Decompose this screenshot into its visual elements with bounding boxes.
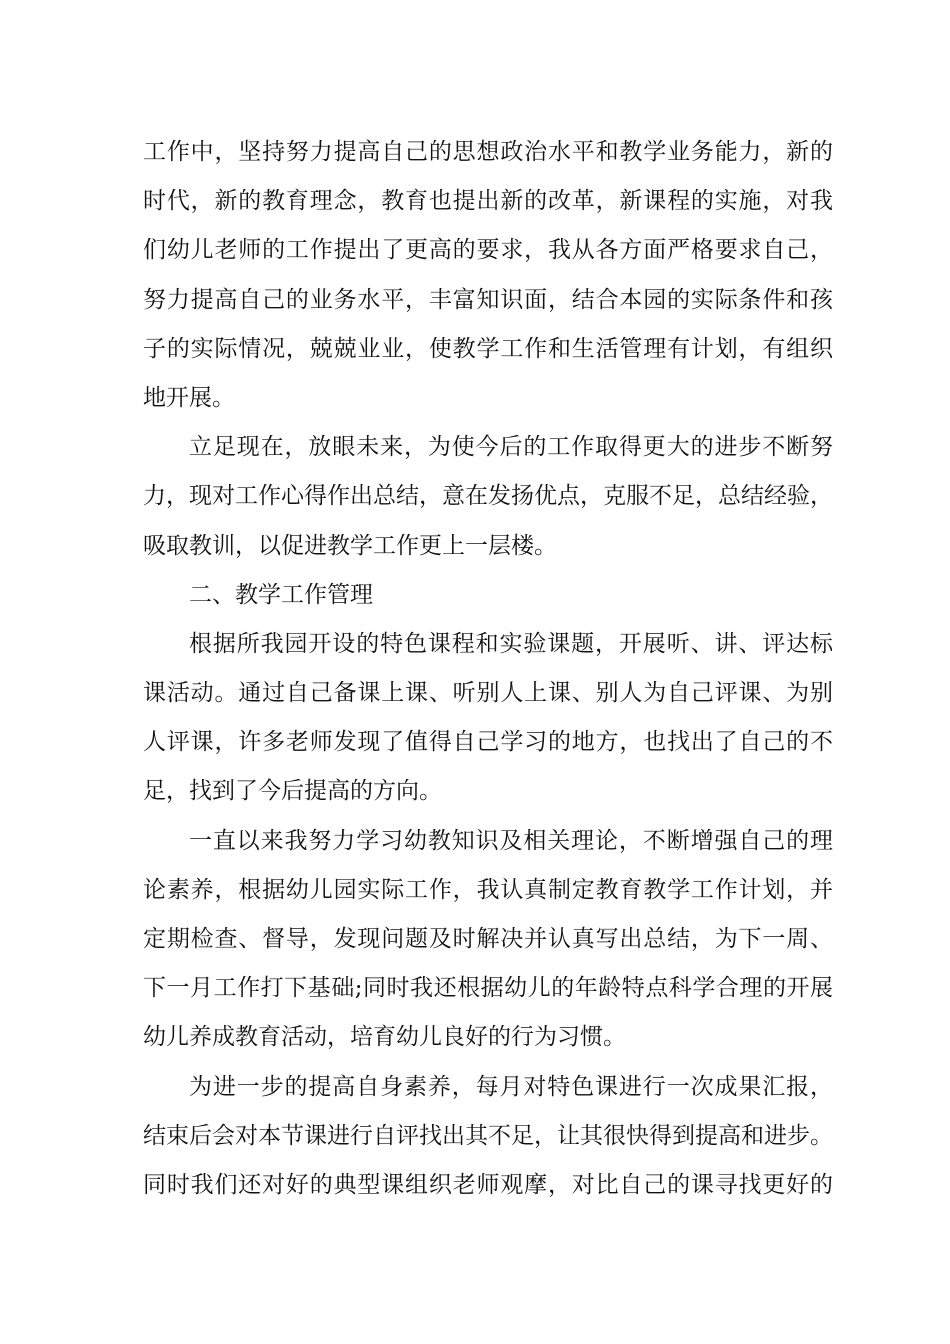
text-line: 足，找到了今后提高的方向。 xyxy=(143,778,442,805)
section-heading: 二、教学工作管理 xyxy=(189,581,373,608)
text-line: 人评课，许多老师发现了值得自己学习的地方，也找出了自己的不 xyxy=(143,729,833,756)
text-line: 力，现对工作心得作出总结，意在发扬优点，克服不足，总结经验， xyxy=(143,483,833,510)
text-line: 子的实际情况，兢兢业业，使教学工作和生活管理有计划，有组织 xyxy=(143,335,833,362)
paragraph-first-line: 立足现在，放眼未来，为使今后的工作取得更大的进步不断努 xyxy=(189,434,833,461)
text-line: 定期检查、督导，发现问题及时解决并认真写出总结，为下一周、 xyxy=(143,926,833,952)
text-line: 幼儿养成教育活动，培育幼儿良好的行为习惯。 xyxy=(143,1024,626,1051)
text-line: 同时我们还对好的典型课组织老师观摩，对比自己的课寻找更好的 xyxy=(143,1171,833,1198)
document-body xyxy=(143,128,833,1210)
paragraph-first-line: 为进一步的提高自身素养，每月对特色课进行一次成果汇报， xyxy=(189,1073,833,1100)
text-line: 论素养，根据幼儿园实际工作，我认真制定教育教学工作计划，并 xyxy=(143,876,833,903)
paragraph-first-line: 一直以来我努力学习幼教知识及相关理论，不断增强自己的理 xyxy=(189,827,833,854)
text-line: 下一月工作打下基础;同时我还根据幼儿的年龄特点科学合理的开展 xyxy=(143,975,833,1002)
text-line: 课活动。通过自己备课上课、听别人上课、别人为自己评课、为别 xyxy=(143,680,833,707)
text-line: 工作中，坚持努力提高自己的思想政治水平和教学业务能力，新的 xyxy=(143,139,833,165)
paragraph-first-line: 根据所我园开设的特色课程和实验课题，开展听、讲、评达标 xyxy=(189,630,833,657)
text-line: 努力提高自己的业务水平，丰富知识面，结合本园的实际条件和孩 xyxy=(143,286,833,313)
text-line: 们幼儿老师的工作提出了更高的要求，我从各方面严格要求自己， xyxy=(143,237,833,264)
text-line: 时代，新的教育理念，教育也提出新的改革，新课程的实施，对我 xyxy=(143,188,833,215)
text-line: 结束后会对本节课进行自评找出其不足，让其很快得到提高和进步。 xyxy=(143,1122,833,1149)
text-line: 吸取教训，以促进教学工作更上一层楼。 xyxy=(143,532,557,559)
text-line: 地开展。 xyxy=(143,384,235,411)
